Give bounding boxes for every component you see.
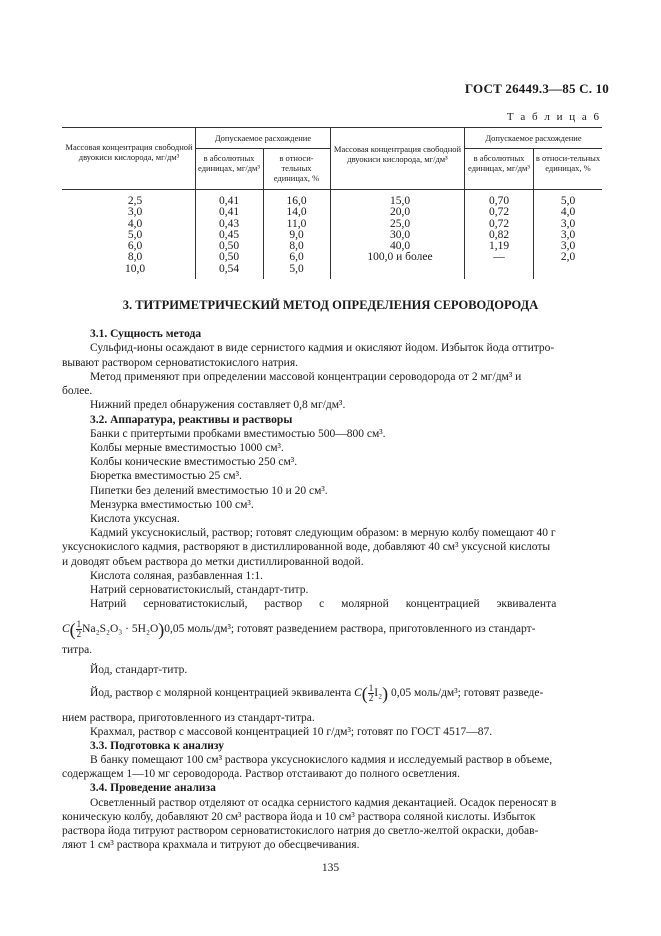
table-cell: 4,0: [127, 217, 143, 230]
list-item: Кислота уксусная.: [90, 513, 180, 525]
paragraph: титра.: [62, 644, 93, 656]
list-item: Йод, стандарт-титр.: [90, 664, 188, 676]
table-cell: 6,0: [127, 240, 143, 253]
paragraph: ляют 1 см³ раствора крахмала и титруют до обесцвечивания.: [62, 839, 360, 851]
paragraph: В банку помещают 100 см³ раствора уксуснокислого кадмия и исследуемый раствор в объеме,: [90, 754, 553, 766]
formula-c: C: [354, 687, 362, 700]
table-cell: 9,0: [289, 228, 304, 241]
table-cell: 40,0: [389, 240, 411, 253]
heading-3-1: 3.1. Сущность метода: [90, 328, 202, 340]
table-cell: 15,0: [389, 195, 411, 207]
table-cell: 3,0: [560, 228, 576, 241]
table-cell: 0,43: [218, 217, 240, 230]
formula-c: C: [62, 623, 70, 636]
paragraph: Натрий серноватистокислый, раствор с молярной концентрацией эквивалента: [90, 598, 557, 610]
thiosulfate-formula-line: C( $\frac{1}{2}$ Na₂S₂O₃ · 5H₂O)0,05 моль/дм³; готовят разведением раствора, приготовленного из стандарт-: [62, 619, 536, 640]
list-item: Натрий серноватистокислый, стандарт-титр.: [90, 584, 309, 596]
table-cell: 100,0 и более: [367, 251, 433, 264]
table-cell: 0,54: [218, 262, 240, 275]
formula-body: Na₂S₂O₃ · 5H₂O: [82, 623, 159, 636]
heading-3-4: 3.4. Проведение анализа: [90, 782, 216, 794]
table-caption: Т а б л и ц а 6: [506, 111, 601, 123]
abs-units-header-left: в абсолютных единицах, мг/дм³: [198, 153, 260, 173]
fraction: $\frac{1}{2}$: [368, 683, 374, 703]
table-cell: 10,0: [124, 262, 146, 275]
table-cell: 4,0: [560, 206, 576, 219]
rel-units-header-left: в относи-тельных единицах, %: [273, 153, 320, 183]
paragraph: Осветленный раствор отделяют от осадка сернистого кадмия декантацией. Осадок переносят в: [90, 797, 557, 809]
conc-header-right: Массовая концентрация свободной двуокиси кислорода, мг/дм³: [333, 144, 462, 164]
table-cell: 0,50: [218, 251, 240, 264]
heading-3-3: 3.3. Подготовка к анализу: [90, 740, 225, 752]
table-cell: 0,41: [218, 206, 240, 219]
formula-tail: 0,05 моль/дм³; готовят разведением раствора, приготовленного из стандарт-: [164, 623, 536, 636]
table-cell: 8,0: [127, 251, 143, 264]
table-cell: 2,0: [560, 251, 576, 264]
conc-column-right: [340, 196, 460, 264]
list-item: Мензурка вместимостью 100 см³.: [90, 499, 254, 511]
table-cell: 1,19: [488, 240, 510, 253]
table-cell: 0,41: [218, 195, 240, 207]
table-cell: 0,72: [488, 206, 510, 219]
document-reference: ГОСТ 26449.3—85 С. 10: [464, 81, 609, 96]
paragraph: Сульфид-ионы осаждают в виде сернистого кадмия и окисляют йодом. Избыток йода оттитро-: [90, 342, 555, 354]
table-cell: 0,72: [488, 217, 510, 230]
list-item: Колбы мерные вместимостью 1000 см³.: [90, 442, 284, 454]
allowed-diff-header-left: Допускаемое расхождение: [214, 133, 312, 143]
table-cell: 0,45: [218, 228, 240, 241]
table-cell: 5,0: [127, 228, 143, 241]
abs-units-header-right: в абсолютных единицах, мг/дм³: [468, 153, 530, 173]
table-cell: 3,0: [560, 240, 576, 253]
page-number: 135: [321, 862, 340, 874]
paragraph: нием раствора, приготовленного из стандарт-титра.: [62, 712, 315, 724]
list-item: Бюретка вместимостью 25 см³.: [90, 470, 242, 482]
allowed-diff-header-right: Допускаемое расхождение: [485, 133, 582, 143]
rel-units-header-right: в относи-тельных единицах, %: [535, 153, 601, 173]
table-cell: 3,0: [560, 217, 576, 230]
section-title: 3. ТИТРИМЕТРИЧЕСКИЙ МЕТОД ОПРЕДЕЛЕНИЯ СЕРОВОДОРОДА: [122, 298, 539, 312]
table-cell: 5,0: [289, 262, 304, 275]
abs-column-left: [197, 196, 261, 275]
abs-column-right: [466, 196, 532, 264]
conc-header-left: Массовая концентрация свободной двуокиси кислорода, мг/дм³: [65, 142, 193, 162]
table-cell: 8,0: [289, 240, 304, 253]
list-item: Пипетки без делений вместимостью 10 и 20 см³.: [90, 485, 328, 497]
table-cell: 11,0: [286, 217, 307, 230]
table-cell: —: [493, 251, 505, 264]
list-item: Колбы конические вместимостью 250 см³.: [90, 456, 298, 468]
table-cell: 2,5: [127, 195, 143, 207]
table-cell: 30,0: [389, 228, 411, 241]
paragraph: Кадмий уксуснокислый, раствор; готовят следующим образом: в мерную колбу помещают 40 г: [90, 527, 556, 539]
table-cell: 20,0: [389, 206, 411, 219]
paragraph: коническую колбу, добавляют 20 см³ раствора йода и 10 см³ раствора соляной кислоты. Избыток: [62, 811, 536, 823]
paragraph: вывают раствором серноватистокислого натрия.: [62, 357, 298, 369]
paragraph: уксуснокислого кадмия, растворяют в дистиллированной воде, добавляют 40 см³ уксусной кислоты: [62, 541, 551, 553]
table-cell: 3,0: [127, 206, 143, 219]
iodine-formula-line: Йод, раствор с молярной концентрацией эквивалента C( $\frac{1}{2}$ I₂) 0,05 моль/дм³; готовят разведе-: [90, 683, 544, 704]
table-cell: 0,70: [488, 195, 510, 207]
table-cell: 5,0: [560, 195, 576, 207]
table-cell: 16,0: [286, 195, 307, 207]
paragraph: и доводят объем раствора до метки дистиллированной водой.: [62, 556, 364, 568]
paragraph: раствора йода титруют раствором серноватистокислого натрия до светло-желтой окраски, добав-: [62, 825, 539, 837]
table-cell: 25,0: [389, 217, 411, 230]
rel-column-right: [534, 196, 602, 264]
paragraph: содержащем 1—10 мг сероводорода. Раствор отстаивают до полного осветления.: [62, 768, 460, 780]
formula-body: I₂: [374, 687, 383, 700]
conc-column-left: [90, 196, 180, 275]
heading-3-2: 3.2. Аппаратура, реактивы и растворы: [90, 414, 293, 426]
table-cell: 6,0: [289, 251, 304, 264]
fraction: $\frac{1}{2}$: [76, 619, 82, 639]
paragraph: Нижний предел обнаружения составляет 0,8 мг/дм³.: [90, 399, 346, 411]
paragraph: Метод применяют при определении массовой концентрации сероводорода от 2 мг/дм³ и: [90, 371, 522, 383]
paragraph: более.: [62, 385, 93, 397]
table-cell: 0,50: [218, 240, 240, 253]
list-item: Кислота соляная, разбавленная 1:1.: [90, 570, 264, 582]
table-cell: 14,0: [286, 206, 307, 219]
table-cell: 0,82: [488, 228, 510, 241]
list-item: Крахмал, раствор с массовой концентрацией 10 г/дм³; готовят по ГОСТ 4517—87.: [90, 726, 493, 738]
list-item: Банки с притертыми пробками вместимостью 500—800 см³.: [90, 428, 386, 440]
rel-column-left: [265, 196, 328, 275]
